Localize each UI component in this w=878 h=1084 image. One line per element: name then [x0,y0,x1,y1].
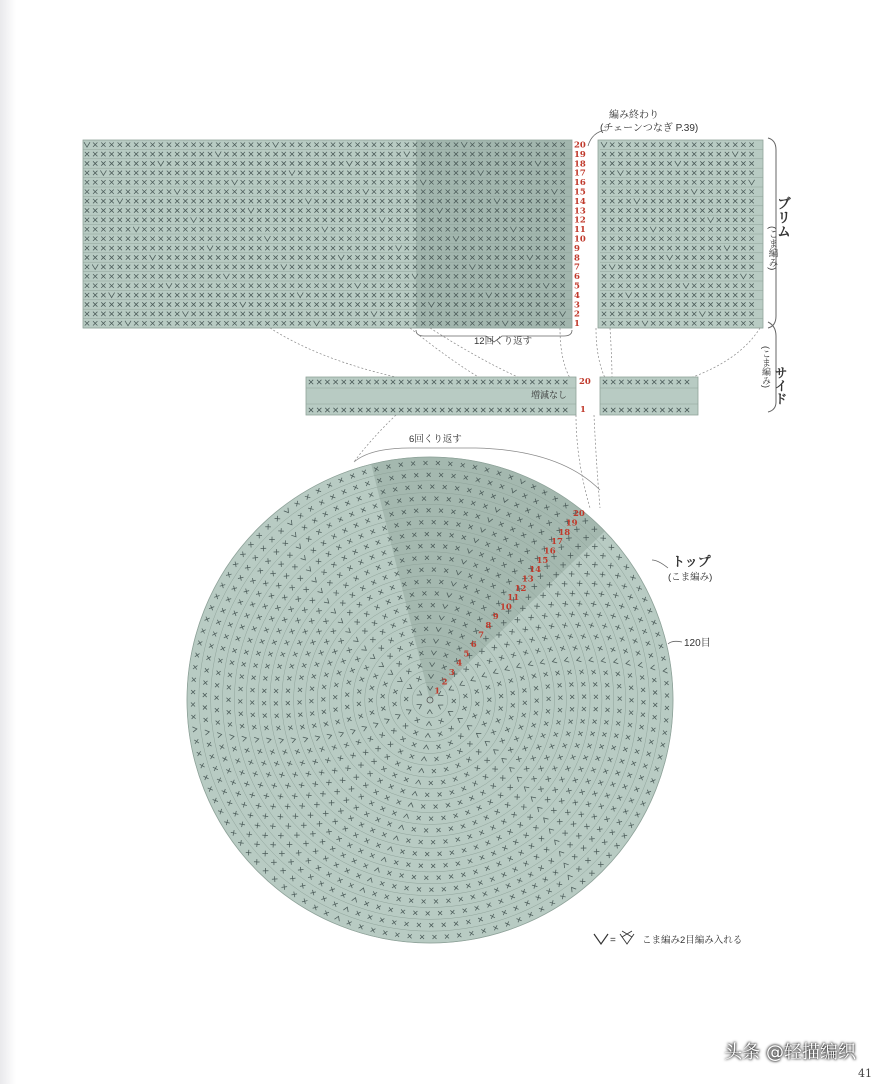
brim-row-3: 3 [574,300,580,311]
brim-row-14: 14 [574,196,586,207]
top-row-2: 2 [441,677,448,688]
brim-row-1: 1 [574,319,580,330]
side-chart [306,377,698,415]
no-change-label: 増減なし [531,390,568,400]
brim-row-7: 7 [574,262,580,273]
brim-row-numbers [574,141,586,330]
top-row-6: 6 [470,639,477,650]
top-row-11: 11 [507,593,520,604]
brim-row-8: 8 [574,253,580,264]
top-title: トップ [672,554,711,569]
two-sc-in-one-icon [620,931,634,944]
stitch-count-label: 120目 [684,638,711,649]
repeat12-label: 12回くり返す [474,336,533,347]
watermark: 头条 @轻描编织 [724,1042,856,1063]
brim-row-15: 15 [574,187,586,198]
brim-row-9: 9 [574,243,580,254]
top-chart [187,457,673,943]
top-row-3: 3 [448,667,455,678]
page-number: 41 [858,1067,872,1080]
top-row-13: 13 [521,574,534,585]
legend-text: こま編み2目編み入れる [642,935,743,946]
side-row-1: 1 [580,405,586,415]
top-row-17: 17 [551,537,563,548]
brim-chart [83,140,763,329]
top-row-8: 8 [485,621,492,632]
brim-row-17: 17 [574,168,586,179]
top-row-10: 10 [500,602,512,613]
top-row-18: 18 [558,527,571,538]
legend-equals: = [610,935,616,946]
brim-row-18: 18 [574,159,586,170]
top-row-15: 15 [536,555,549,566]
brim-row-13: 13 [574,206,586,217]
brim-row-6: 6 [574,272,580,283]
brim-row-4: 4 [574,290,580,301]
top-row-12: 12 [514,583,527,594]
increase-symbol-icon [594,934,608,944]
repeat6-label: 6回くり返す [409,434,462,445]
brim-row-16: 16 [574,178,586,189]
top-row-7: 7 [478,630,485,641]
side-title: サイド [772,366,788,405]
side-right-grid [600,377,698,415]
brim-subtitle: (こま編み) [766,226,778,271]
top-subtitle: (こま編み) [668,572,713,583]
top-row-4: 4 [456,658,463,669]
top-row-5: 5 [463,649,470,660]
top-row-14: 14 [529,565,542,576]
brim-title: ブリム [776,196,792,238]
top-row-9: 9 [492,611,499,622]
brim-row-5: 5 [574,281,580,292]
brim-row-11: 11 [574,225,586,236]
finish-ref: (チェーンつなぎ P.39) [600,123,699,134]
finish-label: 編み終わり [609,110,659,121]
top-row-20: 20 [573,509,585,520]
top-leader [652,560,668,568]
brim-row-12: 12 [574,215,586,226]
brim-row-2: 2 [574,309,580,320]
brim-row-19: 19 [574,149,586,160]
legend [594,931,742,946]
brim-row-10: 10 [574,234,586,245]
top-row-1: 1 [434,686,441,697]
top-row-16: 16 [543,546,556,557]
stitch-count-leader [668,641,682,644]
side-subtitle: (こま編み) [761,346,771,388]
side-row-20: 20 [579,377,591,387]
brim-row-20: 20 [574,140,586,151]
top-row-19: 19 [565,518,578,529]
